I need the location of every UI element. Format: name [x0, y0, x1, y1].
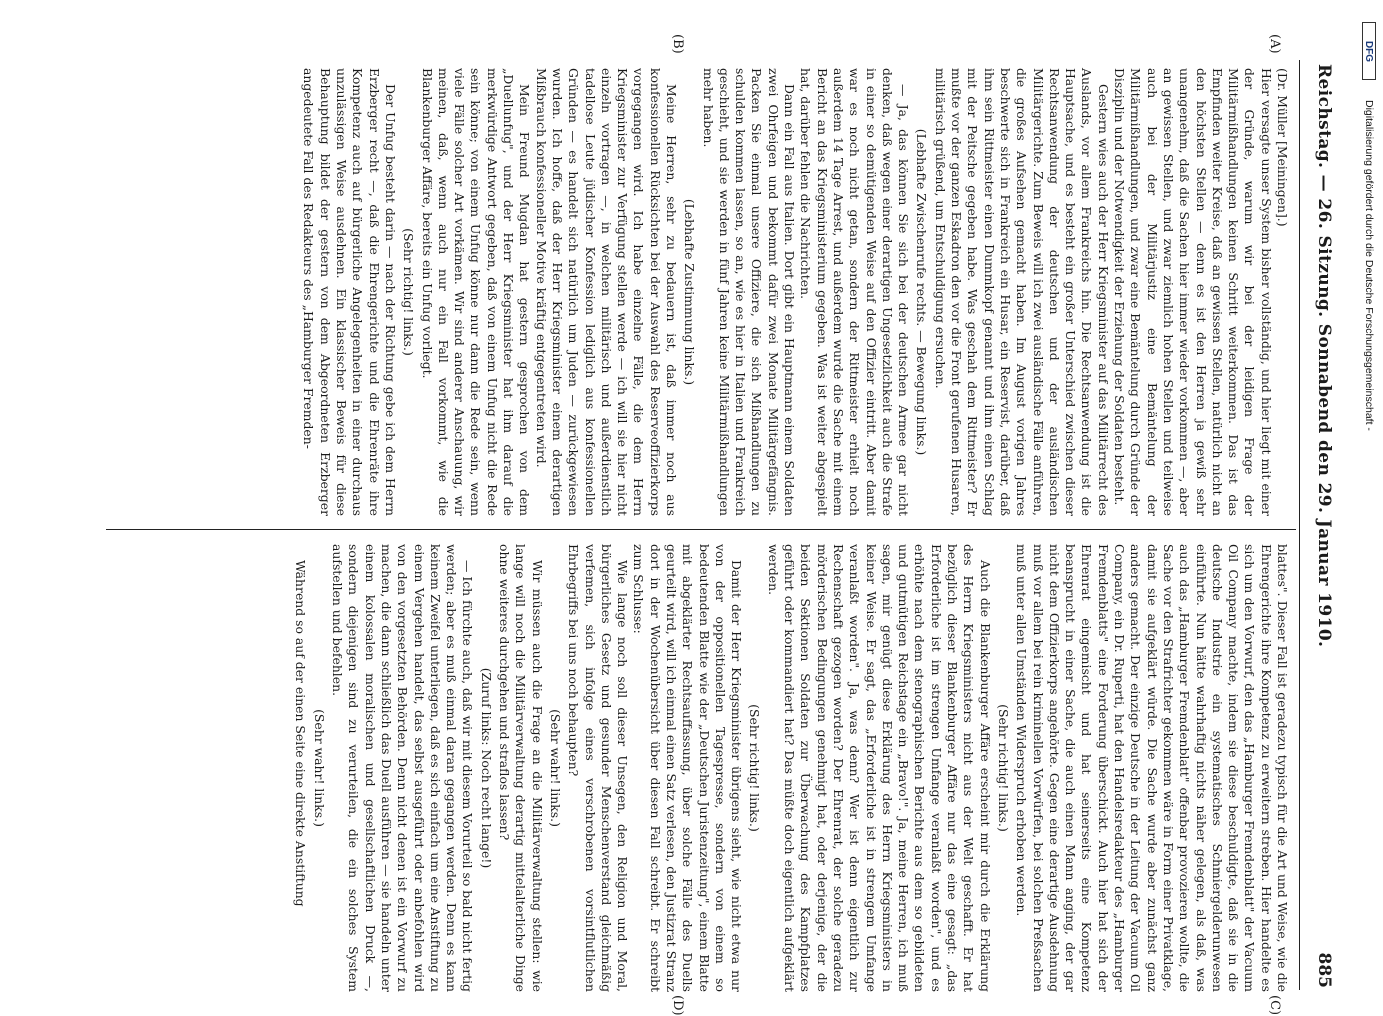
paragraph: Während so auf der einen Seite eine direkte Anstiftung	[293, 560, 309, 907]
paragraph: Damit der Herr Kriegsminister übrigens sieht, wie nicht etwa nur von der oppositionellen Tagespresse, sondern von einem so bedeutenden Blatte wie der „Deutschen Juristenzeitung", einem Blatte mit abgeklärter Rechtsauffassung, über solche Fälle des Duells geurteilt wird, will ich einmal einen Satz verlesen, den Justizrat Stranz dort in der Wochenübersicht über diesen Fall schreibt. Er schreibt zum Schlusse:	[631, 544, 745, 992]
column-divider	[106, 529, 1296, 530]
interjection: (Sehr wahr! links.)	[311, 709, 327, 827]
right-column	[110, 544, 1290, 992]
paragraph: Auch die Blankenburger Affäre erscheint mir durch die Erklärung des Herrn Kriegsministers nicht aus der Welt geschafft. Er hat bezüglich dieser Blankenburger Affäre nur das eine gesagt: „das Erforderliche ist im strengen Umfange veranlaßt worden", und es erhöhte nach dem stenographischen Berichte aus dem so gebildeten und gutmütigen Reichstage ein „Bravo!". Ja, meine Herren, ich muß sagen, mir genügt diese Erklärung des Herrn Kriegsministers in keiner Weise. Er sagt, das „Erforderliche ist in strengem Umfange veranlaßt worden". Ja, was denn? Wer ist denn eigentlich zur Rechenschaft gezogen worden? Der Ehrenrat, der solche geradezu mörderischen Bedingungen genehmigt hat, oder derjenige, der die beiden Sektionen Soldaten zur Überwachung des Kampfplatzes geführt oder kommandiert hat? Das müßte doch eigentlich aufgeklärt werden.	[765, 544, 993, 992]
interjection: (Sehr wahr! links.)	[547, 709, 563, 827]
interjection: (Zuruf links: Noch recht lange!)	[478, 667, 494, 869]
paragraph: Dann ein Fall aus Italien. Dort gibt ein Hauptmann einem Soldaten zwei Ohrfeigen und bekommt dafür zwei Monate Militärgefängnis. Packen Sie einmal unsere Offiziere, die sich Mißhandlungen zu schulden kommen lassen, so an, wie es hier in Italien und Frankreich geschieht, und sie werden in fünf Jahren keine Militärmißhandlungen mehr haben.	[700, 68, 798, 516]
margin-marker-c: (C)	[1267, 995, 1282, 1016]
document-page	[90, 34, 1340, 1016]
interjection: (Lebhafte Zwischenrufe rechts. — Bewegung links.)	[914, 128, 930, 456]
margin-marker-d: (D)	[670, 995, 685, 1016]
interjection: (Sehr richtig! links.)	[747, 704, 763, 832]
left-column	[110, 68, 1290, 516]
paragraph: Meine Herren, sehr zu bedauern ist, daß immer noch aus konfessionellen Rücksichten bei der Auswahl des Reserveoffizierkorps vorgegangen wird. Ich habe einzelne Fälle, die dem Herrn Kriegsminister zur Verfügung stellen werde — ich will sie hier nicht einzeln vortragen —, in welchen militärisch und außerdienstlich tadellose Leute jüdischer Konfession lediglich aus konfessionellen Gründen — es handelt sich natürlich um Juden — zurückgewiesen wurden. Ich hoffe, daß der Herr Kriegsminister einem derartigen Mißbrauch konfessioneller Motive kräftig entgegentreten wird.	[533, 68, 680, 516]
paragraph: blattes". Dieser Fall ist geradezu typisch für die Art und Weise, wie die Ehrengerichte ihre Kompetenz zu erweitern streben. Hier handelte es sich um den Vorwurf, den das „Hamburger Fremdenblatt" der Vacuum Oil Company machte, indem sie diese beschuldigte, daß sie in die deutsche Industrie ein systematisches Schmiergelderunwesen einführte. Nun hätte wahrhaftig nichts näher gelegen, als daß, was auch das „Hamburger Fremdenblatt" offenbar provozieren wollte, die Sache vor den Strafrichter gekommen wäre in Form einer Privatklage, damit sie aufgeklärt würde. Die Sache wurde aber zunächst ganz anders gemacht. Der einzige Deutsche in der Leitung der Vacuum Oil Company, ein Dr. Ruperti, hat den Handelsredakteur des „Hamburger Fremdenblatts" eine Forderung überschickt. Auch hier hat sich der Ehrenrat eingemischt und hat seinerseits eine Kompetenz beansprucht in einer Sache, die auch einen Mann anging, der gar nicht dem Offizierkorps angehörte. Gegen eine derartige Ausdehnung muß vor allem bei rein kriminellen Vorwürfen, bei solchen Preßsachen muß unter allen Umständen Widerspruch erhoben werden.	[1014, 544, 1290, 992]
paragraph: Gestern wies auch der Herr Kriegsminister auf das Militärrecht des Auslands, vor allem Frankreichs hin. Die Rechtsanwendung ist die Hauptsache, und es besteht ein großer Unterschied zwischen dieser Rechtsanwendung der deutschen und der ausländischen Militärgerichte. Zum Beweis will ich zwei ausländische Fälle anführen, die großes Aufsehen gemacht haben. Im August vorigen Jahres beschwerte sich in Frankreich ein Husar, ein Reservist, darüber, daß ihm sein Rittmeister einen Dummkopf genannt und ihm einen Schlag mit der Peitsche gegeben habe. Was geschah dem Rittmeister? Er mußte vor der ganzen Eskadron den vor die Front gerufenen Husaren, militärisch grüßend, um Entschuldigung ersuchen.	[932, 68, 1111, 516]
running-head: Reichstag. — 26. Sitzung. Sonnabend den 29. Januar 1910.	[1314, 64, 1334, 648]
interjection: (Sehr richtig! links.)	[401, 228, 417, 356]
paragraph: — Ja, das können Sie sich bei der deutschen Armee gar nicht denken, daß wegen einer derartigen Ungesetzlichkeit auch die Strafe in einer so demütigenden Weise auf den Offizier eintritt. Aber damit war es noch nicht getan, sondern der Rittmeister erhielt noch außerdem 14 Tage Arrest, und außerdem wurde die Sache mit einem Bericht an das Kriegsministerium gegeben. Was ist weiter abgespielt hat, darüber fehlen die Nachrichten.	[798, 68, 912, 516]
page-number: 885	[1314, 952, 1334, 988]
header-rule	[1299, 60, 1300, 990]
quotation: Wie lange noch soll dieser Unsegen, den Religion und Moral, bürgerliches Gesetz und gesunder Menschenverstand gleichmäßig verfemen, sich infolge eines verschrobenen vorsintflutlichen Ehrbegriffs bei uns noch behaupten?	[566, 544, 631, 992]
dfg-logo-text: DFG	[1363, 40, 1375, 62]
paragraph: Mein Freund Mugdan hat gestern gesprochen von dem „Duellunfug", und der Herr Kriegsminister hat ihm darauf die merkwürdige Antwort gegeben, daß von einem Unfug nicht die Rede sein könne; von einem Unfug könne nur dann die Rede sein, wenn viele Fälle solcher Art vorkämen. Wir sind anderer Anschauung, wir meinen, daß, wenn auch nur ein Fall vorkommt, wie die Blankenburger Affäre, bereits ein Unfug vorliegt.	[419, 68, 533, 516]
digitization-credit	[1362, 20, 1376, 980]
dfg-logo	[1362, 22, 1376, 80]
paragraph: Wir müssen auch die Frage an die Militärverwaltung stellen: wie lange will noch die Militärverwaltung derartig mittelalterliche Dinge ohne weiteres durchgehen und straflos lassen?	[497, 544, 545, 992]
interjection: (Sehr richtig! links.)	[995, 704, 1011, 832]
margin-marker-b: (B)	[670, 34, 685, 54]
paragraph: Der Unfug besteht darin — nach der Richtung gebe ich dem Herrn Erzberger recht —, daß die Ehrengerichte und die Ehrenräte ihre Kompetenz auch auf bürgerliche Angelegenheiten in einer durchaus unzulässigen Weise ausdehnen. Ein klassischer Beweis für diese Behauptung bildet der gestern von dem Abgeordneten Erzberger angedeutete Fall des Redakteurs des „Hamburger Fremden-	[301, 68, 398, 516]
page-header	[1306, 60, 1340, 990]
speaker-line: (Dr. Müller [Meiningen].)	[1275, 68, 1290, 227]
credit-text: Digitalisierung gefördert durch die Deutsche Forschungsgemeinschaft -	[1363, 100, 1375, 431]
margin-marker-a: (A)	[1267, 34, 1282, 54]
paragraph: Hier versagte unser System bisher vollständig, und hier liegt mit einer der Gründe, warum wir bei der leidigen Frage der Militärmißhandlungen keinen Schritt weiterkommen. Das ist das Empfinden weiter Kreise, daß an gewissen Stellen, natürlich nicht an den höchsten Stellen — denn es ist den Herren ja gewiß sehr unangenehm, daß die Sachen hier immer wieder vorkommen —, aber an gewissen Stellen, und zwar ziemlich hohen Stellen und teilweise auch bei der Militärjustiz eine Bemäntelung der Militärmißhandlungen, und zwar eine Bemäntelung durch Gründe der Disziplin und der Notwendigkeit der Erziehung der Soldaten besteht.	[1112, 68, 1274, 516]
paragraph: — Ich fürchte auch, daß wir mit diesem Vorurteil so bald nicht fertig werden; aber es muß einmal daran gegangen werden. Denn es kann keinem Zweifel unterliegen, daß es sich einfach um eine Anstiftung zu einem Vergehen handelt, das selbst ausgeführt oder anbefohlen wird von den vorgesetzten Behörden. Denn nicht denen ist ein Vorwurf zu machen, die dann schließlich das Duell ausführen — sie handeln unter einem kolossalen moralischen und gesellschaftlichen Druck —, sondern diejenigen sind zu verurteilen, die ein solches System aufstellen und befehlen.	[330, 544, 476, 992]
interjection: (Lebhafte Zustimmung links.)	[682, 198, 698, 386]
